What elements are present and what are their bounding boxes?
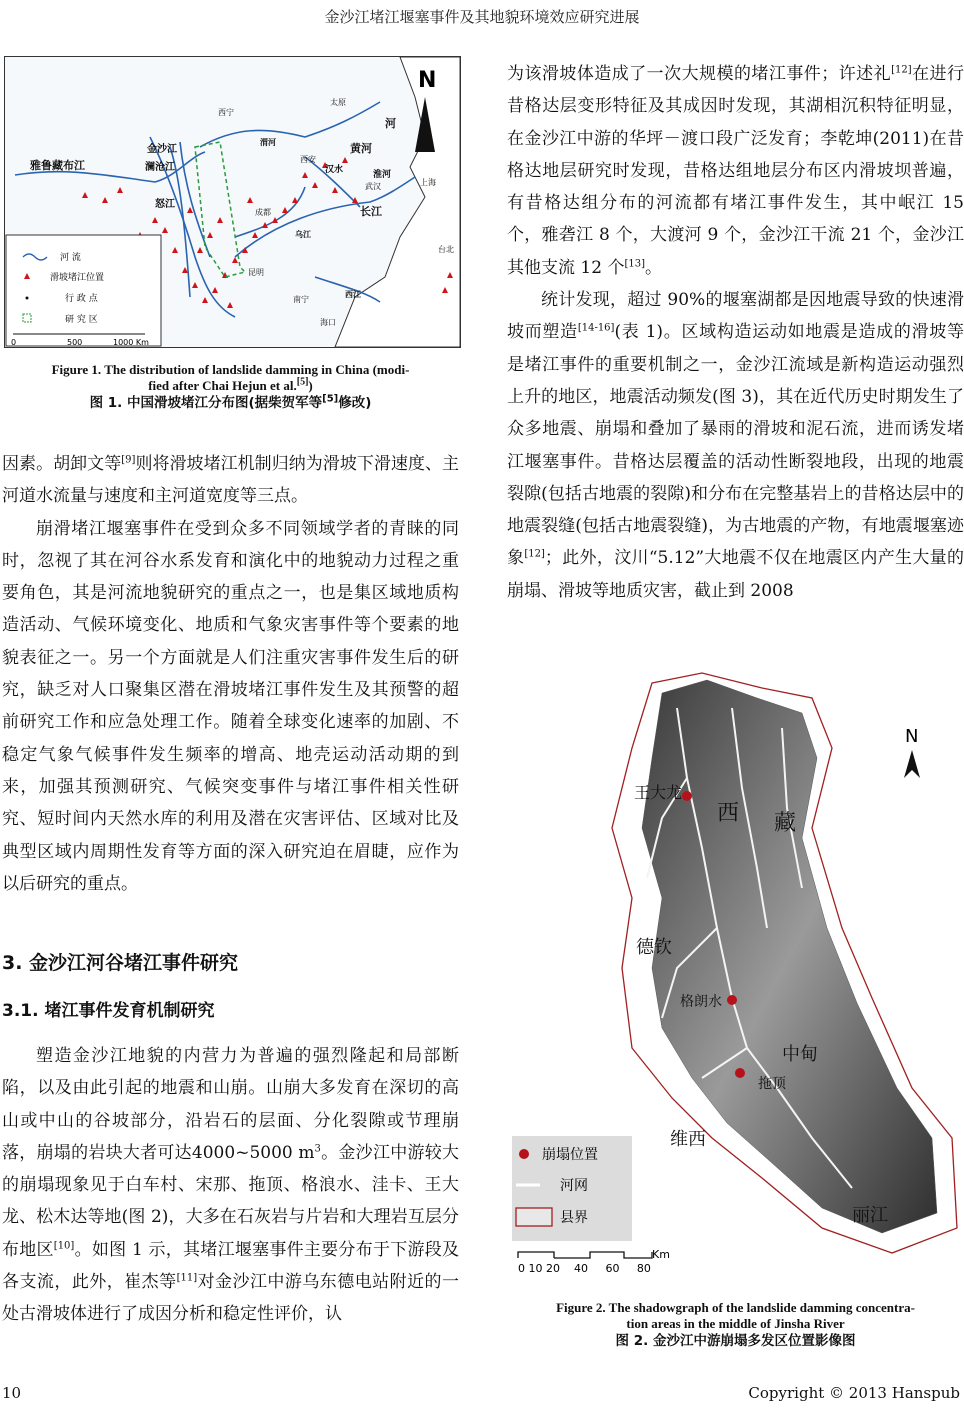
label-wangdalong: 王大龙 — [634, 783, 683, 802]
label-weixi: 维西 — [670, 1129, 706, 1150]
north-arrow-icon — [904, 726, 920, 778]
running-header: 金沙江堵江堰塞事件及其地貌环境效应研究进展 — [324, 8, 640, 26]
svg-text:崩塌位置: 崩塌位置 — [542, 1147, 598, 1163]
paragraph: 崩滑堵江堰塞事件在受到众多不同领域学者的青睐的同时，忽视了其在河谷水系发育和演化中的地貌动力过程之重要角色，其是河流地貌研究的重点之一，也是集区域地质构造活动、气候环境变化、地质和气象灾害事件等个要素的地貌表征之一。另一个方面就是人们注重灾害事件发生后的研究，缺乏对人口聚集区潜在滑坡堵江事件发生及其预警的超前研究工作和应急处理工作。随着全球变化速率的加剧、不稳定气象气候事件发生频率的增高、地壳运动活动期的到来，加强其预测研究、气候突变事件与堵江事件相关性研究、短时间内天然水库的利用及潜在灾害评估、区域对比及典型区域内周期性发育等方面的深入研究迫在眉睫，应作为以后研究的重点。 — [2, 518, 459, 894]
place-xian: 西安 — [300, 155, 316, 164]
river-label-yarlung: 雅鲁藏布江 — [30, 159, 85, 172]
river-label-wu: 乌江 — [295, 230, 311, 239]
copyright: Copyright © 2013 Hanspub — [748, 1384, 960, 1402]
river-label-he: 河 — [385, 117, 396, 130]
place-shanghai: 上海 — [420, 178, 436, 187]
place-wuhan: 武汉 — [365, 182, 381, 191]
svg-text:研 究 区: 研 究 区 — [65, 315, 98, 325]
place-taiyuan: 太原 — [330, 98, 346, 107]
place-taipei: 台北 — [438, 245, 454, 254]
label-gelangshui: 格朗水 — [680, 994, 722, 1010]
river-label-jinsha: 金沙江 — [147, 144, 177, 155]
label-tuoding: 拖顶 — [758, 1076, 786, 1092]
figure-1-caption: Figure 1. The distribution of landslide damming in China (modi- fied after Chai Hejun et al.[5]) 图 1. 中国滑坡堵江分布图(据柴贺军等[5]修改) — [51, 362, 410, 411]
svg-text:Km: Km — [652, 1248, 670, 1261]
place-haikou: 海口 — [320, 318, 336, 327]
section-heading: 3. 金沙江河谷堵江事件研究 — [2, 952, 239, 974]
river-label-han: 汉水 — [325, 165, 344, 175]
subsection-heading: 3.1. 堵江事件发育机制研究 — [2, 1001, 215, 1021]
river-label-xi: 西江 — [345, 290, 361, 299]
label-zang: 藏 — [774, 811, 797, 836]
river-label-wei: 渭河 — [260, 138, 276, 147]
svg-text:0: 0 — [11, 338, 17, 347]
label-xi: 西 — [717, 801, 740, 826]
river-label-lancang: 澜沧江 — [145, 162, 175, 173]
paragraph: 为该滑坡体造成了一次大规模的堵江事件；许述礼[12]在进行昔格达层变形特征及其成因时发现，其湖相沉积特征明显，在金沙江中游的华坪－渡口段广泛发育；李乾坤(2011)在昔格达地层研究时发现，昔格达组地层分布区内滑坡坝普遍，有昔格达组分布的河流都有堵江事件发生，其中岷江 15 个，雅砻江 8 个，大渡河 9 个，金沙江干流 21 个，金沙江其他支流 12 个[13]。 — [507, 64, 964, 278]
place-xining: 西宁 — [218, 108, 234, 117]
svg-text:行 政 点: 行 政 点 — [65, 294, 98, 304]
figure-1-map — [4, 56, 461, 348]
left-column-top — [2, 448, 459, 900]
svg-text:河网: 河网 — [560, 1178, 588, 1194]
figure1-legend — [6, 235, 161, 347]
river-label-huang: 黄河 — [350, 142, 372, 155]
paragraph: 因素。胡卸文等[9]则将滑坡堵江机制归纳为滑坡下滑速度、主河道水流量与速度和主河道宽度等三点。 — [2, 454, 460, 507]
left-column-bottom — [2, 1040, 459, 1331]
china-landslide-map — [5, 57, 460, 347]
svg-text:滑坡堵江位置: 滑坡堵江位置 — [50, 273, 105, 283]
label-zhongdian: 中甸 — [782, 1044, 818, 1065]
place-kunming: 昆明 — [248, 268, 264, 277]
svg-text:500: 500 — [67, 338, 83, 347]
place-chengdu: 成都 — [255, 208, 271, 217]
figure-2-caption: Figure 2. The shadowgraph of the landslide damming concentra- tion areas in the middle of Jinsha River 图 2. 金沙江中游崩塌多发区位置影像图 — [556, 1300, 915, 1349]
scale-bar — [518, 1248, 670, 1275]
page-number: 10 — [2, 1384, 22, 1402]
figure-2-shadowgraph — [512, 668, 962, 1288]
label-deqin: 德钦 — [636, 937, 672, 958]
figure2-legend — [512, 1136, 632, 1241]
jinsha-relief-image — [512, 668, 962, 1288]
river-label-chang: 长江 — [360, 205, 382, 218]
svg-text:河 流: 河 流 — [60, 253, 81, 263]
label-lijiang: 丽江 — [852, 1205, 888, 1226]
river-label-nu: 怒江 — [155, 199, 175, 210]
place-nanning: 南宁 — [293, 295, 309, 304]
study-area-outline — [195, 142, 245, 277]
svg-text:N: N — [905, 726, 919, 747]
paragraph: 统计发现，超过 90%的堰塞湖都是因地震导致的快速滑坡而塑造[14-16](表 1)。区域构造运动如地震是造成的滑坡等是堵江事件的重要机制之一，金沙江流域是新构造运动强烈上升的地区，地震活动频发(图 3)，其在近代历史时期发生了众多地震、崩塌和叠加了暴雨的滑坡和泥石流，进而诱发堵江堰塞事件。昔格达层覆盖的活动性断裂地段，出现的地震裂隙(包括古地震的裂隙)和分布在完整基岩上的昔格达层中的地震裂缝(包括古地震裂缝)，为古地震的产物，有地震堰塞迹象[12]；此外，汶川“5.12”大地震不仅在地震区内产生大量的崩塌、滑坡等地质灾害，截止到 2008 — [507, 290, 964, 601]
svg-text:1000 Km: 1000 Km — [113, 338, 149, 347]
svg-text:县界: 县界 — [560, 1210, 588, 1226]
river-label-huai: 淮河 — [373, 170, 392, 180]
svg-text:N: N — [418, 68, 437, 93]
svg-text:0 10 20 40 60 80: 0 10 20 40 60 80 — [518, 1262, 651, 1275]
paragraph: 塑造金沙江地貌的内营力为普遍的强烈隆起和局部断陷，以及由此引起的地震和山崩。山崩大多发育在深切的高山或中山的谷坡部分，沿岩石的层面、分化裂隙或节理崩落，崩塌的岩块大者可达4000~5000 $m^3$。金沙江中游较大的崩塌现象见于白车村、宋那、拖顶、格浪水、洼卡、王大龙、松木达等地(图 2)，大多在石灰岩与片岩和大理岩互层分布地区[10]。如图 1 示，其堵江堰塞事件主要分布于下游段及各支流，此外，崔杰等[11]对金沙江中游乌东德电站附近的一处古滑坡体进行了成因分析和稳定性评价，认 — [2, 1046, 460, 1325]
right-column — [507, 58, 964, 607]
